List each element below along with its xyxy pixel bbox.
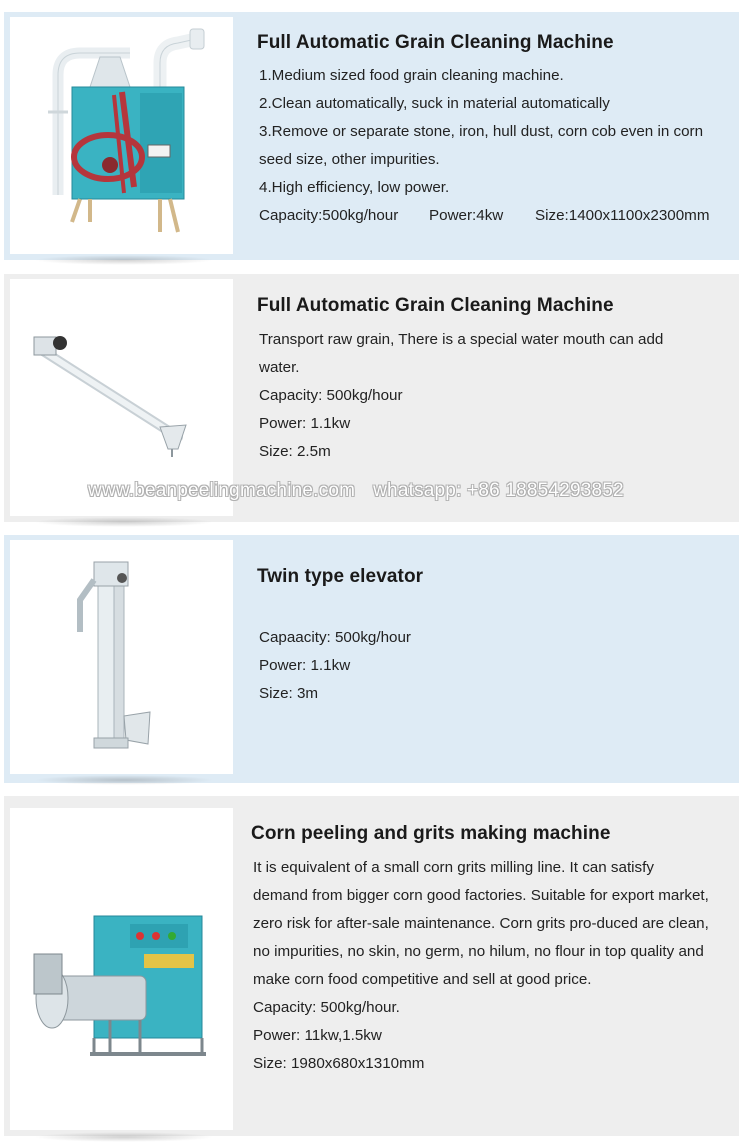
- corn-peeling-machine-image: [10, 808, 233, 1130]
- feature-line: 3.Remove or separate stone, iron, hull dust, corn cob even in corn seed size, other impurities.: [259, 123, 704, 168]
- feature-line: 1.Medium sized food grain cleaning machine.: [259, 67, 564, 84]
- watermark-website: www.beanpeelingmachine.com: [88, 480, 356, 501]
- spec-capacity: Capacity: 500kg/hour: [259, 387, 403, 404]
- spec-power: Power:4kw: [429, 207, 504, 224]
- product-title: Corn peeling and grits making machine: [251, 823, 611, 844]
- spec-power: Power: 1.1kw: [259, 415, 351, 432]
- spec-capacity: Capaacity: 500kg/hour: [259, 629, 411, 646]
- spec-size: Size: 2.5m: [259, 443, 331, 460]
- spec-size: Size:1400x1100x2300mm: [535, 207, 710, 224]
- bucket-elevator-image: [10, 540, 233, 774]
- spec-power: Power: 11kw,1.5kw: [253, 1027, 382, 1044]
- feature-paragraph: It is equivalent of a small corn grits milling line. It can satisfy demand from bigger corn good factories. Suitable for export market, zero risk for after-sale maintenance. Corn grits pro-duced are clean, no impurities, no skin, no germ, no hilum, no flour in top quality and make corn food competitive and sell at good price.: [253, 859, 709, 988]
- spec-capacity: Capacity:500kg/hour: [259, 207, 399, 224]
- image-shadow: [34, 255, 214, 265]
- feature-line: Transport raw grain, There is a special water mouth can add water.: [259, 331, 664, 376]
- image-shadow: [34, 517, 214, 527]
- product-card-corn-peeler: [4, 796, 739, 1136]
- feature-line: 2.Clean automatically, suck in material automatically: [259, 95, 610, 112]
- product-title: Twin type elevator: [257, 566, 424, 587]
- product-description: [253, 854, 711, 1078]
- product-title: Full Automatic Grain Cleaning Machine: [257, 32, 614, 53]
- spec-size: Size: 3m: [259, 685, 319, 702]
- watermark-whatsapp: whatsapp: +86 18854293852: [373, 480, 624, 501]
- spec-line: [259, 202, 734, 230]
- spec-capacity: Capacity: 500kg/hour.: [253, 999, 400, 1016]
- spec-size: Size: 1980x680x1310mm: [253, 1055, 425, 1072]
- product-description: [259, 62, 734, 230]
- product-card-grain-cleaner: [4, 12, 739, 260]
- product-description: [259, 326, 704, 466]
- feature-line: 4.High efficiency, low power.: [259, 179, 450, 196]
- product-description: [259, 624, 704, 708]
- product-card-elevator: [4, 535, 739, 783]
- spec-power: Power: 1.1kw: [259, 657, 351, 674]
- product-title: Full Automatic Grain Cleaning Machine: [257, 295, 614, 316]
- watermark: [88, 480, 624, 502]
- grain-cleaning-machine-image: [10, 17, 233, 254]
- image-shadow: [34, 1132, 214, 1142]
- image-shadow: [34, 775, 214, 785]
